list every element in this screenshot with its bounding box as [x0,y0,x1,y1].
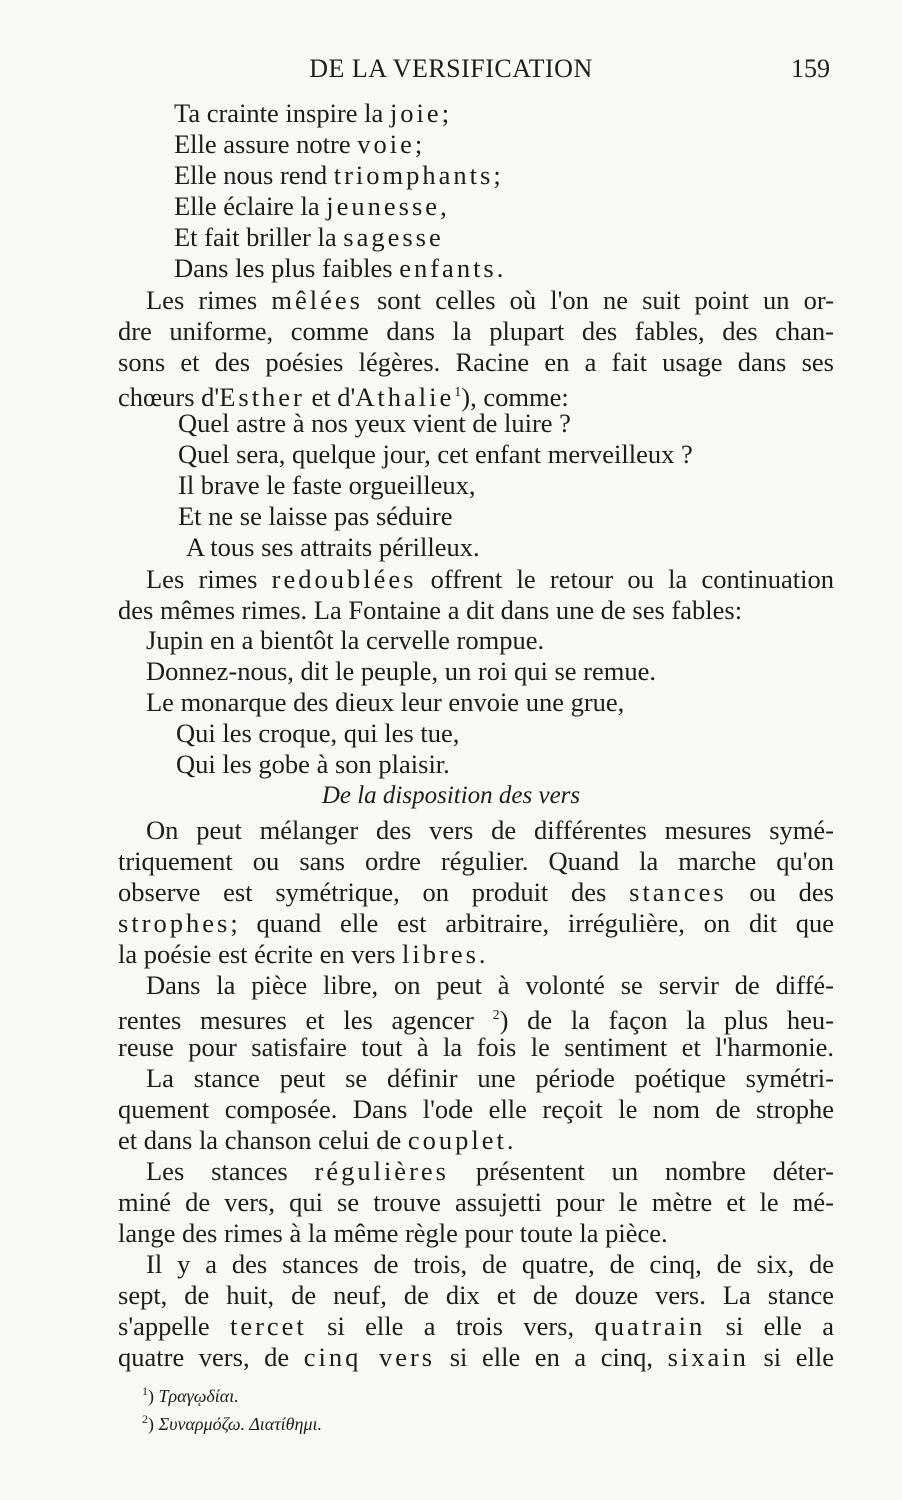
paragraph-line: observe est symétrique, on produit des stances ou des [118,877,834,907]
paragraph-line: des mêmes rimes. La Fontaine a dit dans une de ses fables: [118,595,743,625]
paragraph-line: quement composée. Dans l'ode elle reçoit le nom de strophe [118,1094,834,1124]
verse-line: Elle éclaire la jeunesse, [174,191,447,221]
verse-line: Et ne se laisse pas séduire [178,501,453,531]
verse-line: Quel sera, quelque jour, cet enfant merveilleux ? [178,439,693,469]
verse-line: Elle nous rend triomphants; [174,160,501,190]
section-heading: De la disposition des vers [321,782,581,809]
verse-line: Quel astre à nos yeux vient de luire ? [178,408,571,438]
paragraph-line: Les rimes redoublées offrent le retour ou la continuation [146,564,834,594]
paragraph-line: dre uniforme, comme dans la plupart des fables, des chan- [118,316,834,346]
paragraph-line: miné de vers, qui se trouve assujetti pour le mètre et le mé- [118,1187,834,1217]
paragraph-line: strophes; quand elle est arbitraire, irrégulière, on dit que [118,908,834,938]
footnote: $^2$) Συναρμόζω. Διατίθημι. [142,1412,322,1434]
page-number: 159 [791,54,830,83]
verse-line: A tous ses attraits périlleux. [186,532,480,562]
verse-line: Donnez-nous, dit le peuple, un roi qui se remue. [146,656,656,686]
paragraph-line: chœurs d'Esther et d'Athalie$^1$), comme: [118,381,569,412]
paragraph-line: La stance peut se définir une période poétique symétri- [146,1063,834,1093]
paragraph-line: sept, de huit, de neuf, de dix et de douze vers. La stance [118,1280,834,1310]
verse-line: Dans les plus faibles enfants. [174,253,504,283]
running-header: DE LA VERSIFICATION [309,54,593,83]
paragraph-line: quatre vers, de cinq vers si elle en a cinq, sixain si elle [118,1342,834,1372]
paragraph-line: et dans la chanson celui de couplet. [118,1125,514,1155]
paragraph-line: On peut mélanger des vers de différentes mesures symé- [146,815,834,845]
paragraph-line: Dans la pièce libre, on peut à volonté se servir de diffé- [146,970,834,1000]
paragraph-line: Les rimes mêlées sont celles où l'on ne suit point un or- [146,285,835,315]
verse-line: Qui les gobe à son plaisir. [176,749,450,779]
paragraph-line: reuse pour satisfaire tout à la fois le sentiment et l'harmonie. [118,1032,834,1062]
paragraph-line: Les stances régulières présentent un nombre déter- [146,1156,834,1186]
footnote: $^1$) Τραγῳδίαι. [142,1384,239,1406]
paragraph-line: rentes mesures et les agencer $^2$) de la façon la plus heu- [118,1004,835,1035]
paragraph-line: triquement ou sans ordre régulier. Quand la marche qu'on [118,846,834,876]
paragraph-line: Il y a des stances de trois, de quatre, de cinq, de six, de [146,1249,834,1279]
verse-line: Il brave le faste orgueilleux, [178,470,476,500]
verse-line: Le monarque des dieux leur envoie une grue, [146,687,625,717]
verse-line: Ta crainte inspire la joie; [174,98,450,128]
paragraph-line: lange des rimes à la même règle pour toute la pièce. [118,1218,668,1248]
paragraph-line: la poésie est écrite en vers libres. [118,939,486,969]
verse-line: Qui les croque, qui les tue, [176,718,460,748]
verse-line: Jupin en a bientôt la cervelle rompue. [146,625,545,655]
paragraph-line: sons et des poésies légères. Racine en a fait usage dans ses [118,347,834,377]
verse-line: Et fait briller la sagesse [174,222,444,252]
paragraph-line: s'appelle tercet si elle a trois vers, quatrain si elle a [118,1311,835,1341]
verse-line: Elle assure notre voie; [174,129,423,159]
